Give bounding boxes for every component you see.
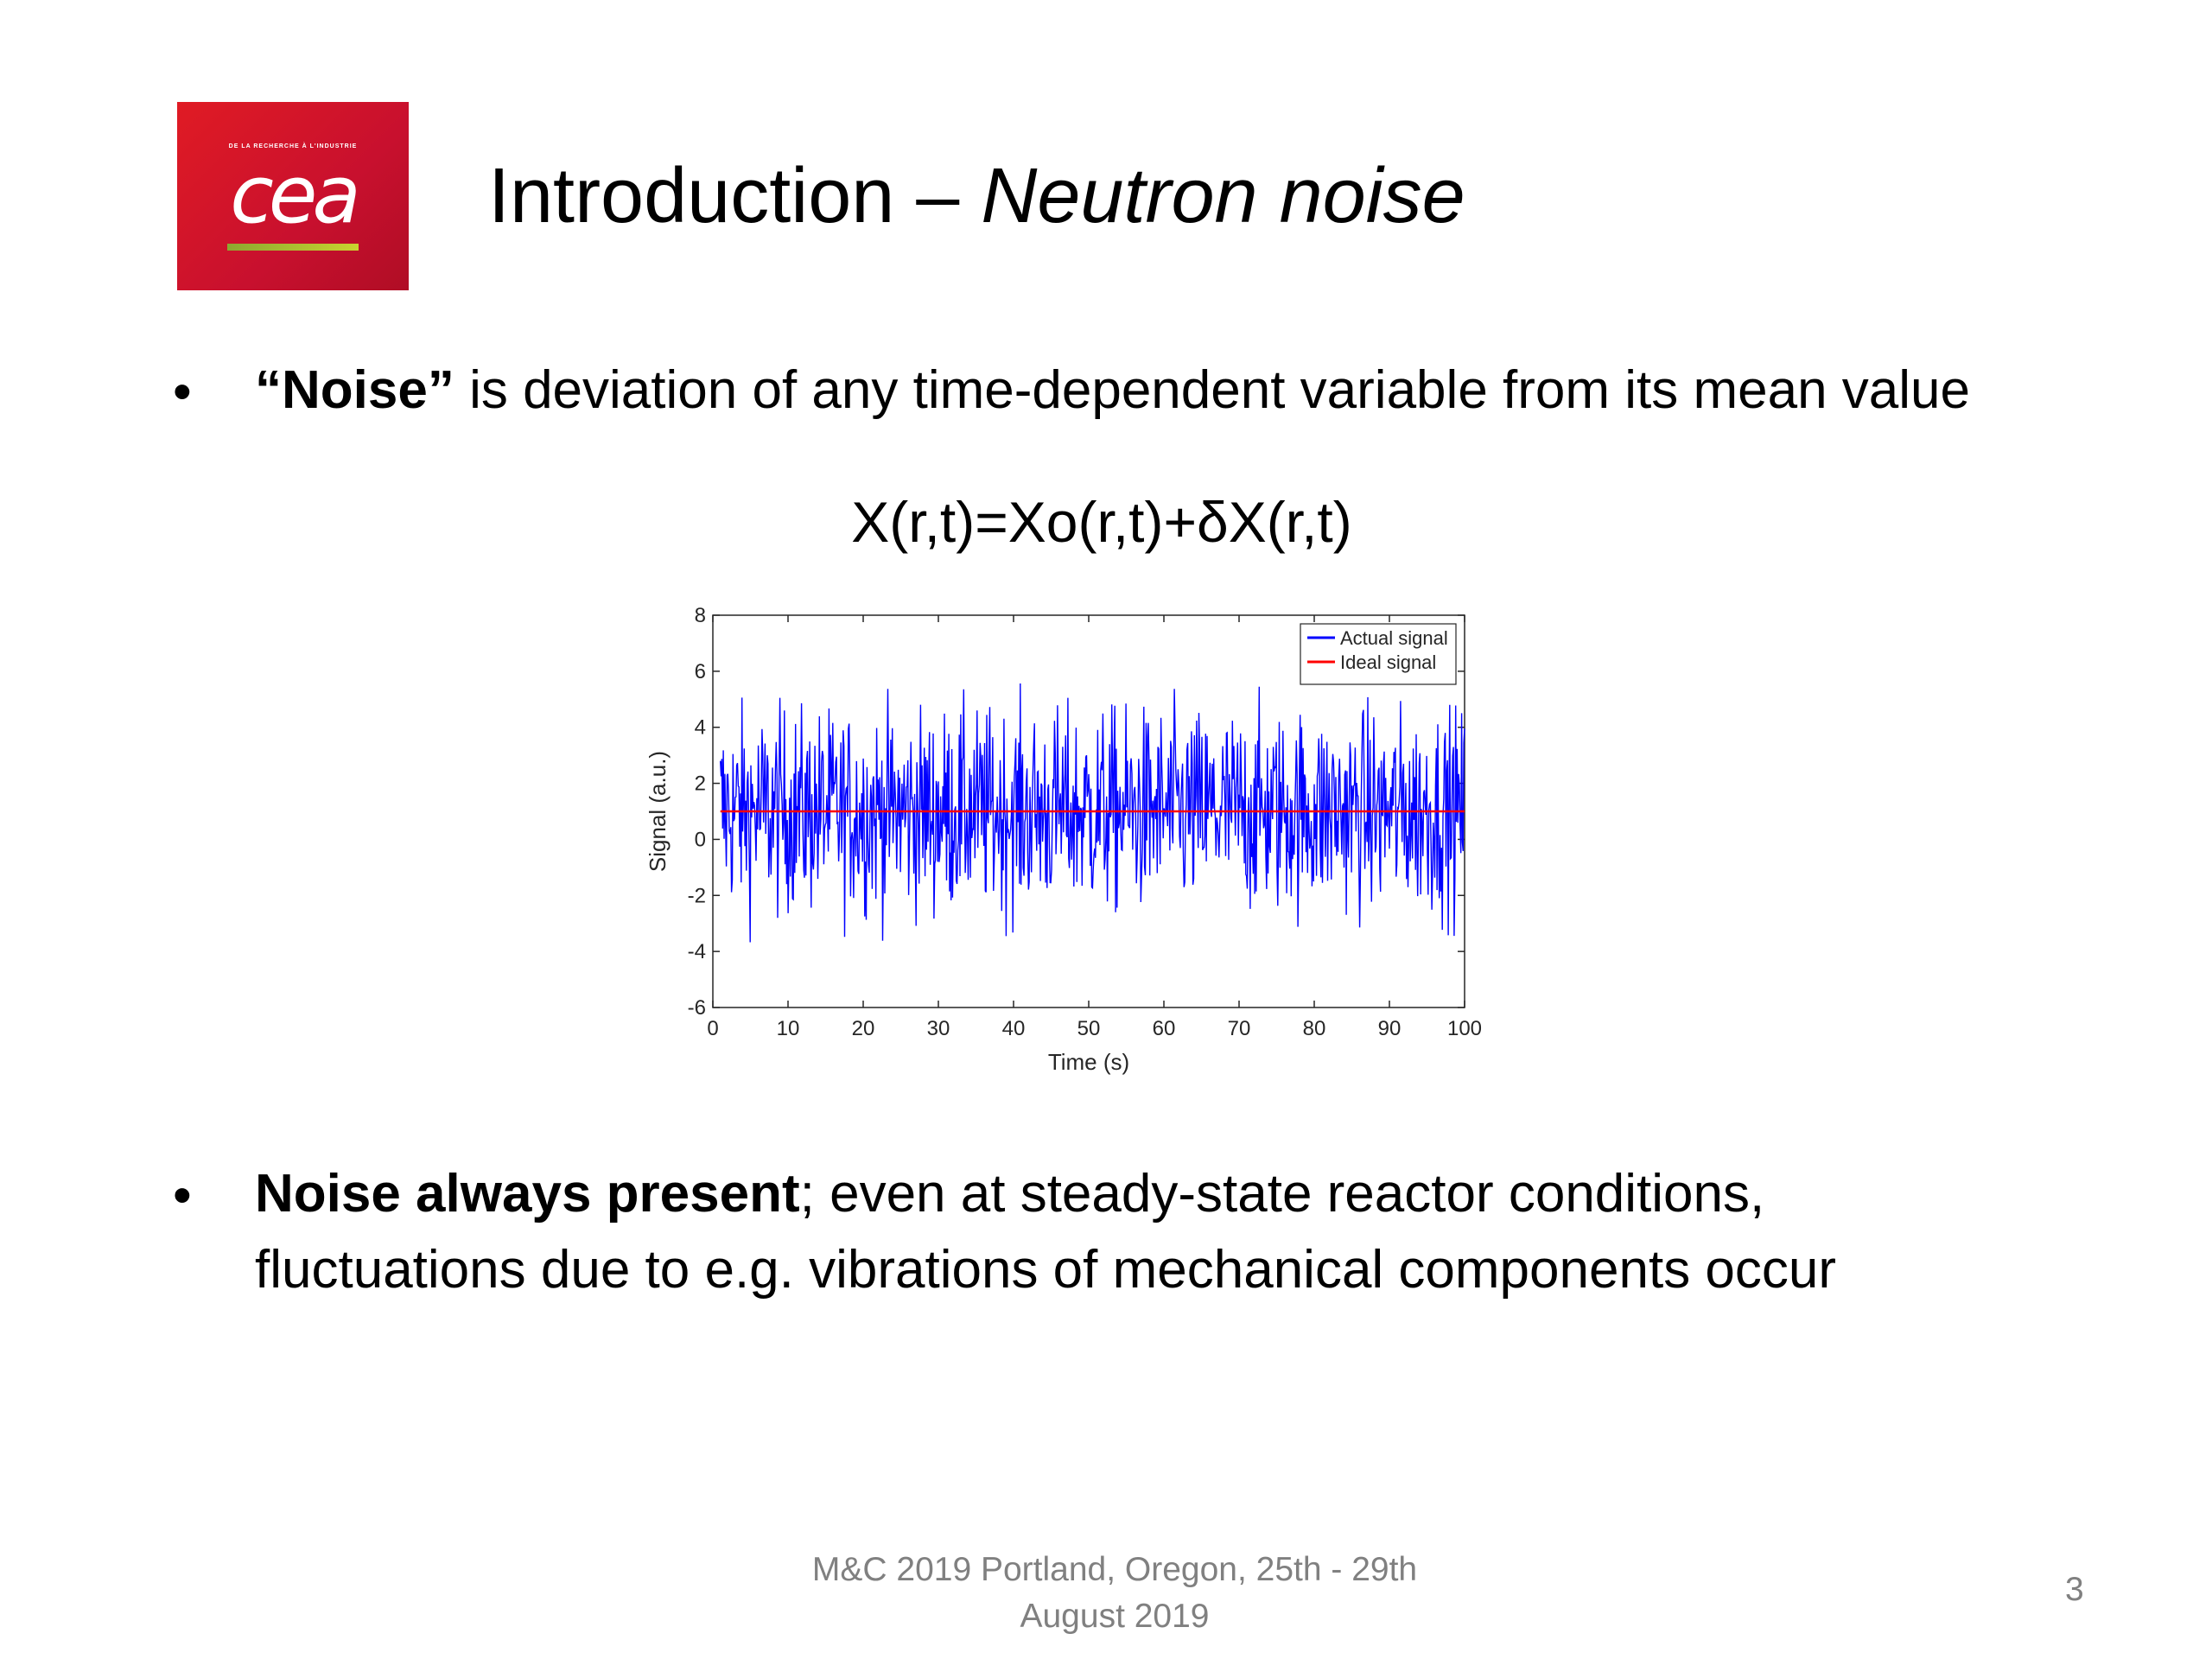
bullet-1-text [255, 353, 1970, 429]
x-tick-label: 0 [707, 1017, 719, 1040]
x-tick-label: 100 [1446, 1017, 1483, 1040]
x-tick-label: 10 [776, 1017, 800, 1040]
bullet-2-line-1 [255, 1156, 1836, 1232]
y-tick-label: -4 [687, 940, 706, 964]
bullet-1-symbol: • [173, 362, 192, 422]
bullet-2-bold: Noise always present [255, 1164, 800, 1224]
y-axis-label: Signal (a.u.) [645, 750, 671, 873]
y-tick-label: 2 [694, 772, 706, 796]
x-tick-label: 80 [1302, 1017, 1326, 1040]
bullet-2-rest: ; even at steady-state reactor conditions, [799, 1164, 1765, 1224]
y-tick-label: 0 [694, 828, 706, 852]
footer-line-1: M&C 2019 Portland, Oregon, 25th - 29th [811, 1551, 1418, 1588]
x-tick-label: 70 [1227, 1017, 1251, 1040]
bullet-2-text [255, 1156, 1836, 1308]
y-tick-label: 4 [694, 715, 706, 740]
x-tick-label: 50 [1077, 1017, 1101, 1040]
page-number: 3 [2065, 1571, 2084, 1608]
bullet-1-rest: is deviation of any time-dependent variable from its mean value [454, 360, 1971, 420]
x-tick-label: 90 [1377, 1017, 1402, 1040]
footer-line-2: August 2019 [1020, 1598, 1210, 1635]
y-tick-label: -6 [687, 996, 706, 1020]
x-tick-label: 40 [1001, 1017, 1026, 1040]
x-tick-label: 30 [926, 1017, 950, 1040]
x-tick-label: 60 [1152, 1017, 1176, 1040]
legend-label: Ideal signal [1340, 652, 1437, 673]
bullet-2-symbol: • [173, 1166, 192, 1225]
slide-title [488, 152, 1465, 241]
logo-wordmark: cea [230, 149, 356, 241]
y-tick-label: 8 [694, 604, 706, 627]
logo-green-bar [227, 244, 359, 251]
bullet-2-line-2: fluctuations due to e.g. vibrations of mechanical components occur [255, 1240, 1837, 1300]
title-emphasis: Neutron noise [981, 153, 1465, 239]
footer [752, 1547, 1478, 1640]
cea-logo [177, 102, 409, 290]
x-axis-label: Time (s) [1047, 1049, 1130, 1075]
bullet-1-bold: “Noise” [255, 360, 454, 420]
legend-label: Actual signal [1340, 627, 1448, 649]
title-main: Introduction – [488, 153, 982, 239]
y-tick-label: 6 [694, 659, 706, 683]
y-tick-label: -2 [687, 884, 706, 908]
x-tick-label: 20 [851, 1017, 875, 1040]
logo-tagline: DE LA RECHERCHE À L'INDUSTRIE [228, 143, 358, 149]
formula: X(r,t)=Xo(r,t)+δX(r,t) [851, 490, 1352, 554]
signal-chart [639, 588, 1503, 1089]
